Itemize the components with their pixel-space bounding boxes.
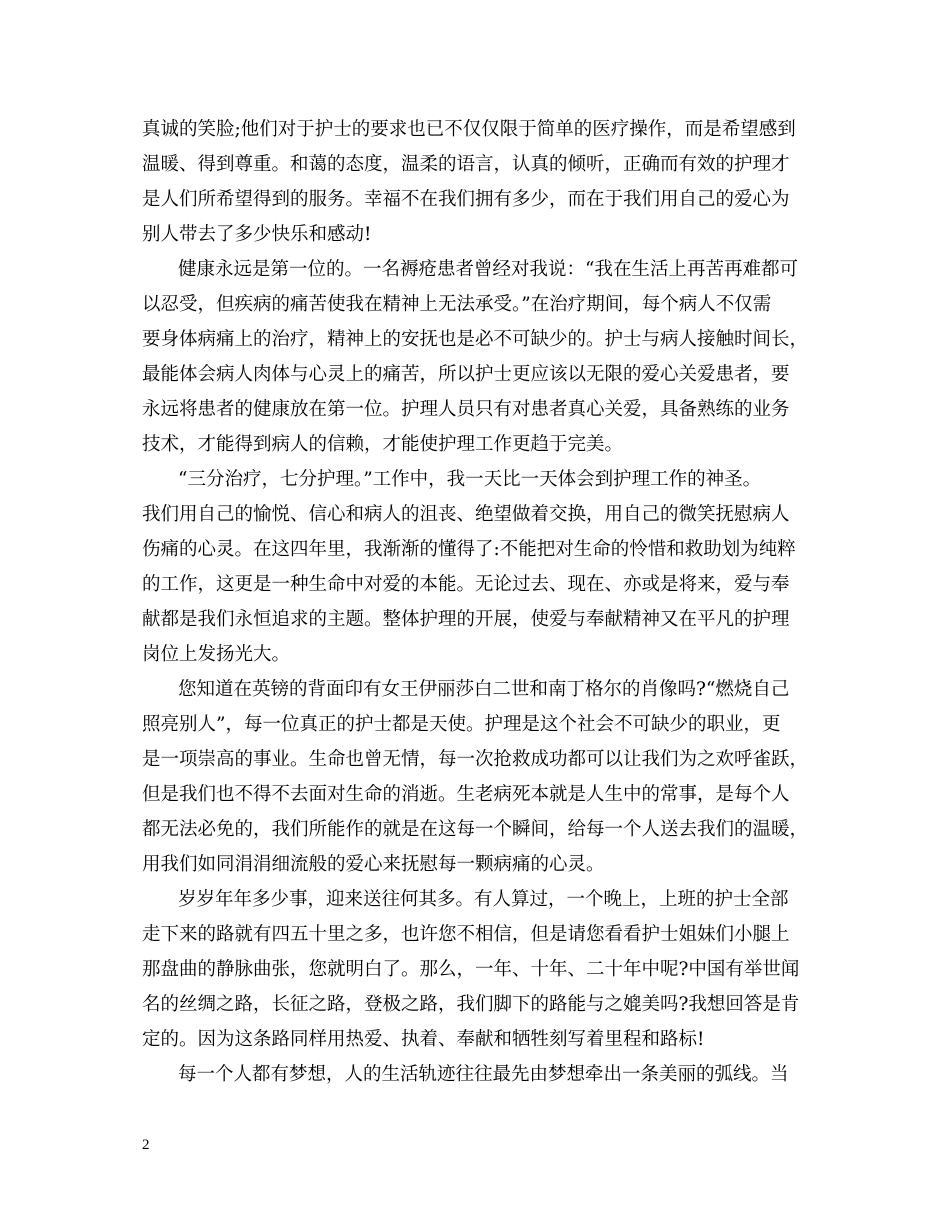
paragraph-start-line: 健康永远是第一位的。一名褥疮患者曾经对我说：“我在生活上再苦再难都可 [178,259,798,280]
text-line: 别人带去了多少快乐和感动! [142,224,372,245]
text-line: 走下来的路就有四五十里之多，也许您不相信，但是请您看看护士姐妹们小腿上 [142,924,790,945]
text-line: 伤痛的心灵。在这四年里，我渐渐的懂得了:不能把对生命的怜惜和救助划为纯粹 [142,539,796,560]
text-line: 真诚的笑脸;他们对于护士的要求也已不仅仅限于简单的医疗操作，而是希望感到 [142,119,796,140]
text-line: 但是我们也不得不去面对生命的消逝。生老病死本就是人生中的常事，是每个人 [142,784,790,805]
text-line: 献都是我们永恒追求的主题。整体护理的开展，使爱与奉献精神又在平凡的护理 [142,609,790,630]
text-line: 定的。因为这条路同样用热爱、执着、奉献和牺牲刻写着里程和路标! [142,1029,705,1050]
text-line: 照亮别人”，每一位真正的护士都是天使。护理是这个社会不可缺少的职业，更 [142,714,781,735]
paragraph-start-line: 您知道在英镑的背面印有女王伊丽莎白二世和南丁格尔的肖像吗?“燃烧自己 [178,679,790,700]
text-line: 要身体病痛上的治疗，精神上的安抚也是必不可缺少的。护士与病人接触时间长， [142,329,809,350]
text-line: 永远将患者的健康放在第一位。护理人员只有对患者真心关爱，具备熟练的业务 [142,399,790,420]
text-line: 名的丝绸之路，长征之路，登极之路，我们脚下的路能与之媲美吗?我想回答是肯 [142,994,800,1015]
text-line: 都无法必免的，我们所能作的就是在这每一个瞬间，给每一个人送去我们的温暖， [142,819,809,840]
text-line: 用我们如同涓涓细流般的爱心来抚慰每一颗病痛的心灵。 [142,854,605,875]
text-line: 那盘曲的静脉曲张，您就明白了。那么，一年、十年、二十年中呢?中国有举世闻 [142,959,800,980]
text-line: 是人们所希望得到的服务。幸福不在我们拥有多少，而在于我们用自己的爱心为 [142,189,790,210]
text-line: 技术，才能得到病人的信赖，才能使护理工作更趋于完美。 [142,434,624,455]
paragraph-start-line: 岁岁年年多少事，迎来送往何其多。有人算过，一个晚上，上班的护士全部 [178,889,789,910]
text-line: 岗位上发扬光大。 [142,644,291,665]
text-line: 最能体会病人肉体与心灵上的痛苦，所以护士更应该以无限的爱心关爱患者，要 [142,364,790,385]
text-line: 是一项崇高的事业。生命也曾无情，每一次抢救成功都可以让我们为之欢呼雀跃， [142,749,809,770]
page-number: 2 [142,1137,150,1153]
text-line: 温暖、得到尊重。和蔼的态度，温柔的语言，认真的倾听，正确而有效的护理才 [142,154,790,175]
paragraph-start-line: “三分治疗，七分护理。”工作中，我一天比一天体会到护理工作的神圣。 [178,469,762,490]
text-line: 我们用自己的愉悦、信心和病人的沮丧、绝望做着交换，用自己的微笑抚慰病人 [142,504,790,525]
text-line: 的工作，这更是一种生命中对爱的本能。无论过去、现在、亦或是将来，爱与奉 [142,574,790,595]
paragraph-start-line: 每一个人都有梦想，人的生活轨迹往往最先由梦想牵出一条美丽的弧线。当 [178,1064,789,1085]
text-line: 以忍受，但疾病的痛苦使我在精神上无法承受。”在治疗期间，每个病人不仅需 [142,294,772,315]
